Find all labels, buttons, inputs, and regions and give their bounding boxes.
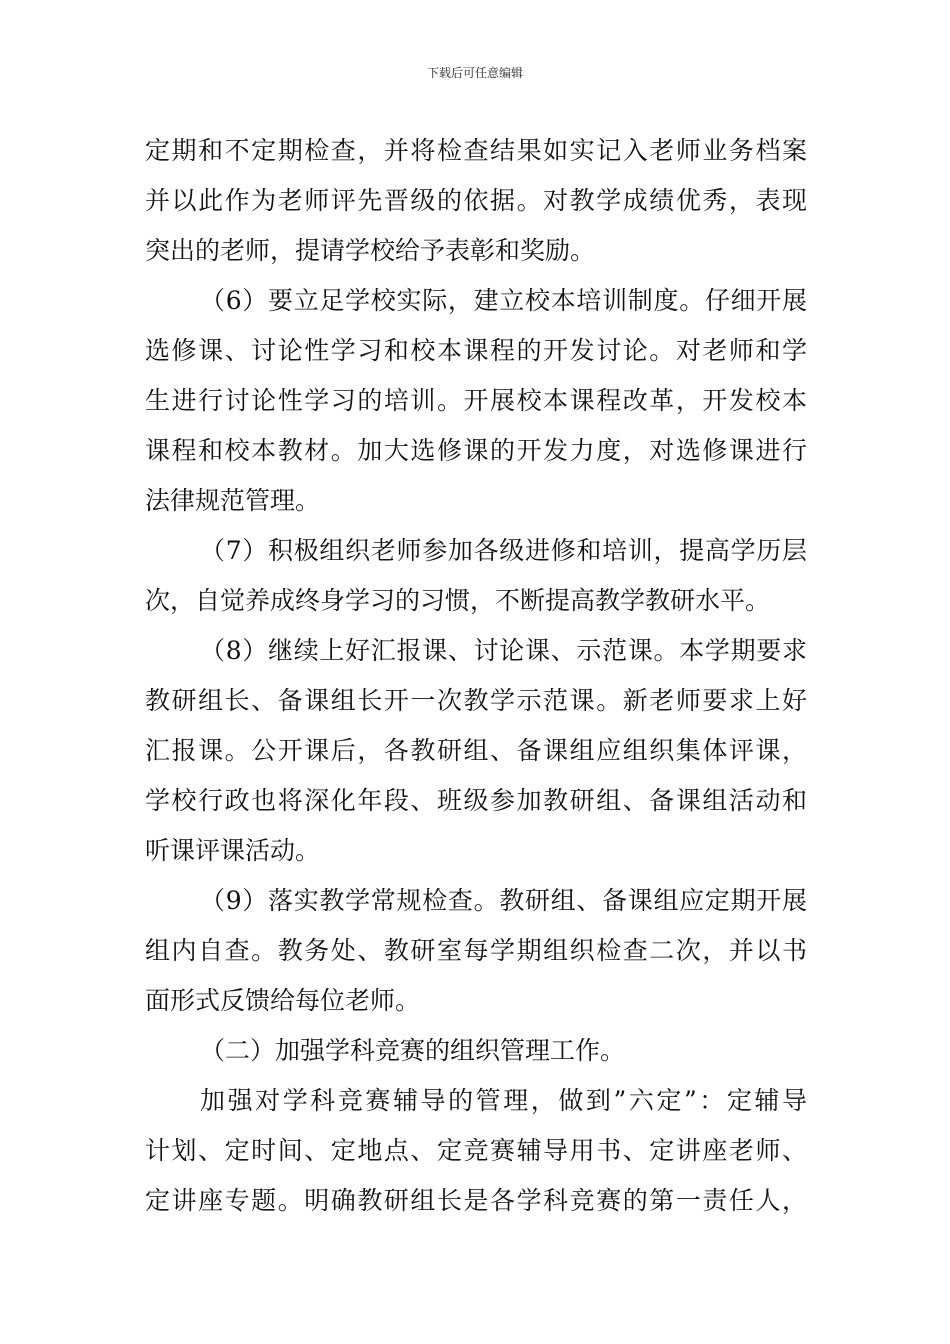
- text-line: 学校行政也将深化年段、班级参加教研组、备课组活动和: [145, 786, 807, 815]
- text-line: 听课评课活动。: [145, 836, 321, 865]
- text-line: 组内自查。教务处、教研室每学期组织检查二次，并以书: [145, 936, 807, 965]
- text-line: 法律规范管理。: [145, 486, 321, 515]
- text-line: 生进行讨论性学习的培训。开展校本课程改革，开发校本: [145, 386, 807, 415]
- text-line: 并以此作为老师评先晋级的依据。对教学成绩优秀，表现: [145, 186, 807, 215]
- text-line: （8）继续上好汇报课、讨论课、示范课。本学期要求: [200, 636, 807, 665]
- text-line: 选修课、讨论性学习和校本课程的开发讨论。对老师和学: [145, 336, 807, 365]
- text-line: 次，自觉养成终身学习的习惯，不断提高教学教研水平。: [145, 586, 771, 615]
- text-line: 计划、定时间、定地点、定竞赛辅导用书、定讲座老师、: [145, 1136, 807, 1165]
- text-line: 教研组长、备课组长开一次教学示范课。新老师要求上好: [145, 686, 807, 715]
- text-line: 汇报课。公开课后，各教研组、备课组应组织集体评课，: [145, 736, 807, 765]
- text-line: 定期和不定期检查，并将检查结果如实记入老师业务档案: [145, 136, 807, 165]
- text-line: 突出的老师，提请学校给予表彰和奖励。: [145, 236, 596, 265]
- text-line: 课程和校本教材。加大选修课的开发力度，对选修课进行: [145, 436, 807, 465]
- text-line: 面形式反馈给每位老师。: [145, 986, 421, 1015]
- page-header: 下载后可任意编辑: [426, 66, 523, 80]
- text-line: （二）加强学科竞赛的组织管理工作。: [200, 1036, 626, 1065]
- document-body: [145, 126, 807, 1226]
- text-line: 加强对学科竞赛辅导的管理，做到”六定”：定辅导: [200, 1086, 807, 1115]
- text-line: 定讲座专题。明确教研组长是各学科竞赛的第一责任人，: [145, 1186, 807, 1215]
- text-line: （7）积极组织老师参加各级进修和培训，提高学历层: [200, 536, 807, 565]
- text-line: （6）要立足学校实际，建立校本培训制度。仔细开展: [200, 286, 807, 315]
- text-line: （9）落实教学常规检查。教研组、备课组应定期开展: [200, 886, 807, 915]
